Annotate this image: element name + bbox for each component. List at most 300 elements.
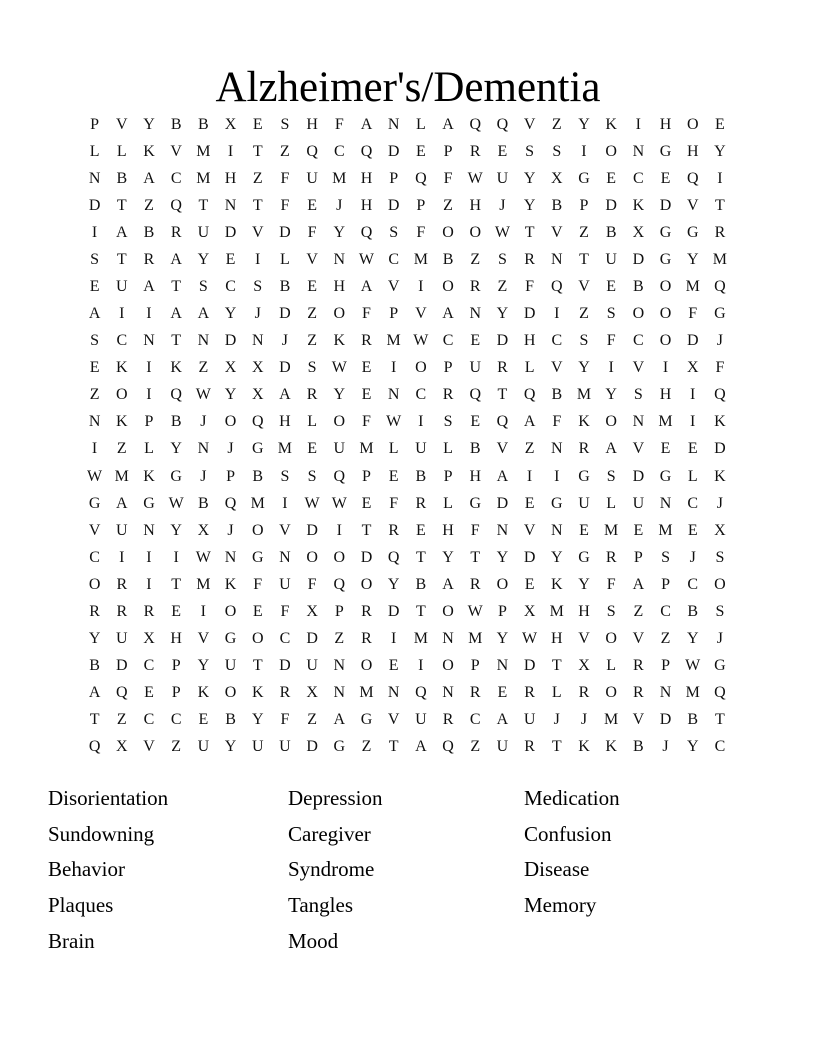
grid-letter[interactable]: S <box>497 250 507 268</box>
grid-letter[interactable]: K <box>251 684 264 702</box>
grid-letter[interactable]: A <box>143 169 155 187</box>
grid-letter[interactable]: G <box>659 250 672 268</box>
grid-letter[interactable]: M <box>604 521 619 539</box>
grid-letter[interactable]: I <box>146 548 152 566</box>
grid-letter[interactable]: N <box>197 332 210 350</box>
grid-letter[interactable]: P <box>144 413 154 431</box>
grid-letter[interactable]: N <box>551 521 563 539</box>
grid-letter[interactable]: P <box>226 467 235 485</box>
grid-letter[interactable]: T <box>252 196 263 214</box>
grid-letter[interactable]: H <box>224 169 237 187</box>
grid-letter[interactable]: C <box>551 332 563 350</box>
grid-letter[interactable]: B <box>687 711 699 729</box>
grid-letter[interactable]: E <box>307 196 317 214</box>
grid-letter[interactable]: B <box>198 115 209 133</box>
grid-letter[interactable]: O <box>442 278 454 295</box>
grid-letter[interactable]: N <box>143 521 155 539</box>
grid-letter[interactable]: T <box>497 386 508 404</box>
grid-letter[interactable]: H <box>360 196 373 214</box>
grid-letter[interactable]: O <box>224 684 237 702</box>
grid-letter[interactable]: E <box>687 521 698 539</box>
grid-letter[interactable]: N <box>632 413 645 431</box>
grid-letter[interactable]: Z <box>144 196 154 214</box>
grid-letter[interactable]: L <box>606 494 617 512</box>
grid-letter[interactable]: X <box>224 359 237 377</box>
grid-letter[interactable]: Q <box>170 196 182 214</box>
grid-letter[interactable]: E <box>307 440 317 458</box>
grid-letter[interactable]: F <box>470 521 480 539</box>
grid-letter[interactable]: P <box>661 575 670 593</box>
grid-letter[interactable]: D <box>88 196 101 214</box>
grid-letter[interactable]: I <box>336 521 342 539</box>
grid-letter[interactable]: T <box>551 657 562 675</box>
grid-letter[interactable]: O <box>224 413 237 431</box>
grid-letter[interactable]: O <box>251 630 264 648</box>
grid-letter[interactable]: Y <box>224 386 237 404</box>
grid-letter[interactable]: Q <box>333 467 346 485</box>
grid-letter[interactable]: R <box>578 684 590 702</box>
grid-letter[interactable]: D <box>387 196 400 214</box>
grid-letter[interactable]: I <box>173 548 179 566</box>
grid-letter[interactable]: F <box>307 575 317 593</box>
grid-letter[interactable]: A <box>170 305 182 323</box>
grid-letter[interactable]: Z <box>307 711 317 729</box>
grid-letter[interactable]: R <box>497 359 508 377</box>
grid-letter[interactable]: B <box>415 467 427 485</box>
grid-letter[interactable]: V <box>578 278 590 295</box>
grid-letter[interactable]: Z <box>116 440 127 458</box>
grid-letter[interactable]: R <box>524 250 535 268</box>
grid-letter[interactable]: W <box>195 548 211 566</box>
grid-letter[interactable]: C <box>279 630 291 648</box>
grid-letter[interactable]: O <box>632 305 645 323</box>
grid-letter[interactable]: P <box>633 548 643 566</box>
grid-letter[interactable]: K <box>143 467 155 485</box>
grid-letter[interactable]: Q <box>496 413 509 431</box>
grid-letter[interactable]: E <box>361 494 372 512</box>
grid-letter[interactable]: F <box>362 305 371 323</box>
grid-letter[interactable]: P <box>362 467 371 485</box>
grid-letter[interactable]: K <box>578 738 590 756</box>
grid-letter[interactable]: N <box>442 684 454 702</box>
grid-letter[interactable]: A <box>333 711 346 729</box>
grid-letter[interactable]: U <box>116 521 128 539</box>
grid-letter[interactable]: G <box>251 440 264 458</box>
grid-letter[interactable]: K <box>714 413 726 431</box>
grid-letter[interactable]: G <box>333 738 346 756</box>
grid-letter[interactable]: O <box>659 332 672 350</box>
grid-letter[interactable]: I <box>255 250 261 268</box>
grid-letter[interactable]: S <box>253 278 263 295</box>
grid-letter[interactable]: O <box>415 359 427 377</box>
grid-letter[interactable]: R <box>388 521 399 539</box>
grid-letter[interactable]: T <box>524 223 535 241</box>
grid-letter[interactable]: B <box>170 115 182 133</box>
grid-letter[interactable]: D <box>306 630 318 648</box>
grid-letter[interactable]: B <box>551 386 563 404</box>
grid-letter[interactable]: Y <box>224 305 237 323</box>
grid-letter[interactable]: Y <box>714 142 726 160</box>
grid-letter[interactable]: P <box>171 657 181 675</box>
grid-letter[interactable]: M <box>604 711 619 729</box>
grid-letter[interactable]: N <box>333 657 346 675</box>
grid-letter[interactable]: J <box>662 738 669 756</box>
grid-letter[interactable]: J <box>553 711 560 729</box>
grid-letter[interactable]: J <box>580 711 588 729</box>
grid-letter[interactable]: X <box>143 630 155 648</box>
grid-letter[interactable]: R <box>116 602 128 620</box>
grid-letter[interactable]: G <box>578 169 590 187</box>
grid-letter[interactable]: E <box>470 413 481 431</box>
grid-letter[interactable]: U <box>415 440 427 458</box>
grid-letter[interactable]: M <box>413 250 428 268</box>
grid-letter[interactable]: E <box>470 332 481 350</box>
grid-letter[interactable]: V <box>578 630 590 648</box>
grid-letter[interactable]: O <box>442 602 454 620</box>
grid-letter[interactable]: K <box>714 467 726 485</box>
grid-letter[interactable]: I <box>635 115 641 133</box>
grid-letter[interactable]: E <box>361 359 372 377</box>
grid-letter[interactable]: I <box>526 467 533 485</box>
grid-letter[interactable]: F <box>280 602 290 620</box>
grid-letter[interactable]: P <box>90 115 100 133</box>
grid-letter[interactable]: J <box>200 467 207 485</box>
grid-letter[interactable]: K <box>551 575 563 593</box>
grid-letter[interactable]: S <box>606 305 616 323</box>
grid-letter[interactable]: Z <box>470 738 481 756</box>
grid-letter[interactable]: E <box>144 684 154 702</box>
grid-letter[interactable]: J <box>227 440 234 458</box>
grid-letter[interactable]: U <box>224 657 237 675</box>
grid-letter[interactable]: Y <box>523 196 536 214</box>
grid-letter[interactable]: V <box>170 142 182 160</box>
grid-letter[interactable]: N <box>197 440 210 458</box>
grid-letter[interactable]: I <box>581 142 587 160</box>
grid-letter[interactable]: F <box>280 196 290 214</box>
grid-letter[interactable]: R <box>605 548 617 566</box>
grid-letter[interactable]: Z <box>171 738 182 756</box>
grid-letter[interactable]: R <box>279 684 291 702</box>
grid-letter[interactable]: M <box>712 250 728 268</box>
grid-letter[interactable]: Q <box>360 223 373 241</box>
grid-letter[interactable]: S <box>661 548 670 566</box>
grid-letter[interactable]: E <box>497 684 508 702</box>
grid-letter[interactable]: G <box>469 494 481 512</box>
grid-letter[interactable]: S <box>307 467 317 485</box>
grid-letter[interactable]: Y <box>442 548 454 566</box>
grid-letter[interactable]: Q <box>523 386 536 404</box>
grid-letter[interactable]: H <box>469 467 481 485</box>
grid-letter[interactable]: Q <box>333 575 346 593</box>
grid-letter[interactable]: A <box>442 575 454 593</box>
grid-letter[interactable]: A <box>523 413 536 431</box>
grid-letter[interactable]: G <box>88 494 101 512</box>
grid-letter[interactable]: Y <box>143 115 155 133</box>
grid-letter[interactable]: M <box>413 630 428 648</box>
grid-letter[interactable]: N <box>442 630 454 648</box>
grid-letter[interactable]: C <box>687 494 699 512</box>
grid-letter[interactable]: U <box>496 738 509 756</box>
grid-letter[interactable]: O <box>605 142 617 160</box>
grid-letter[interactable]: G <box>659 142 672 160</box>
grid-letter[interactable]: J <box>336 196 343 214</box>
grid-letter[interactable]: I <box>200 602 206 620</box>
grid-letter[interactable]: A <box>170 250 182 268</box>
grid-letter[interactable]: K <box>578 413 590 431</box>
grid-letter[interactable]: I <box>418 657 424 675</box>
grid-letter[interactable]: W <box>386 413 402 431</box>
grid-letter[interactable]: A <box>632 575 645 593</box>
grid-letter[interactable]: Y <box>387 575 400 593</box>
grid-letter[interactable]: U <box>116 630 128 648</box>
grid-letter[interactable]: Q <box>714 278 726 295</box>
grid-letter[interactable]: Y <box>523 169 536 187</box>
grid-letter[interactable]: B <box>687 602 699 620</box>
grid-letter[interactable]: B <box>89 657 100 675</box>
grid-letter[interactable]: D <box>686 332 699 350</box>
grid-letter[interactable]: F <box>606 332 616 350</box>
grid-letter[interactable]: D <box>632 467 645 485</box>
grid-letter[interactable]: S <box>198 278 208 295</box>
grid-letter[interactable]: N <box>279 548 291 566</box>
grid-letter[interactable]: I <box>554 467 560 485</box>
grid-letter[interactable]: L <box>524 359 535 377</box>
grid-letter[interactable]: N <box>659 494 672 512</box>
grid-letter[interactable]: Q <box>224 494 237 512</box>
grid-letter[interactable]: N <box>88 413 101 431</box>
grid-letter[interactable]: N <box>387 115 400 133</box>
grid-letter[interactable]: O <box>605 630 617 648</box>
grid-letter[interactable]: F <box>253 575 263 593</box>
grid-letter[interactable]: S <box>280 115 290 133</box>
grid-letter[interactable]: G <box>360 711 373 729</box>
grid-letter[interactable]: V <box>387 278 400 295</box>
grid-letter[interactable]: X <box>551 169 563 187</box>
grid-letter[interactable]: T <box>116 250 127 268</box>
grid-letter[interactable]: K <box>170 359 182 377</box>
grid-letter[interactable]: X <box>224 115 237 133</box>
grid-letter[interactable]: S <box>552 142 562 160</box>
grid-letter[interactable]: Y <box>224 738 237 756</box>
grid-letter[interactable]: O <box>333 548 346 566</box>
grid-letter[interactable]: R <box>469 142 481 160</box>
grid-letter[interactable]: V <box>551 359 563 377</box>
grid-letter[interactable]: E <box>89 359 100 377</box>
grid-letter[interactable]: B <box>143 223 155 241</box>
grid-letter[interactable]: N <box>143 332 155 350</box>
grid-letter[interactable]: J <box>716 494 724 512</box>
grid-letter[interactable]: P <box>443 359 453 377</box>
grid-letter[interactable]: T <box>415 548 426 566</box>
grid-letter[interactable]: A <box>415 738 427 756</box>
grid-letter[interactable]: Z <box>252 169 263 187</box>
grid-letter[interactable]: I <box>418 413 424 431</box>
grid-letter[interactable]: N <box>551 440 563 458</box>
grid-letter[interactable]: E <box>307 278 317 295</box>
grid-letter[interactable]: L <box>144 440 154 458</box>
grid-letter[interactable]: A <box>88 684 101 702</box>
grid-letter[interactable]: T <box>715 711 725 729</box>
grid-letter[interactable]: L <box>443 440 453 458</box>
grid-letter[interactable]: A <box>88 305 101 323</box>
grid-letter[interactable]: U <box>306 169 318 187</box>
grid-letter[interactable]: Y <box>333 223 346 241</box>
grid-letter[interactable]: D <box>605 196 617 214</box>
grid-letter[interactable]: W <box>467 602 483 620</box>
grid-letter[interactable]: E <box>388 467 399 485</box>
grid-letter[interactable]: O <box>333 305 346 323</box>
grid-letter[interactable]: H <box>333 278 346 295</box>
grid-letter[interactable]: I <box>146 386 152 404</box>
grid-letter[interactable]: L <box>443 494 453 512</box>
grid-letter[interactable]: T <box>551 738 562 756</box>
grid-letter[interactable]: T <box>252 142 263 160</box>
grid-letter[interactable]: I <box>119 548 125 566</box>
grid-letter[interactable]: C <box>143 657 155 675</box>
grid-letter[interactable]: A <box>116 223 128 241</box>
grid-letter[interactable]: C <box>415 386 427 404</box>
grid-letter[interactable]: E <box>497 142 508 160</box>
grid-letter[interactable]: Z <box>470 250 481 268</box>
grid-letter[interactable]: H <box>170 630 182 648</box>
grid-letter[interactable]: Y <box>88 630 101 648</box>
grid-letter[interactable]: R <box>633 684 644 702</box>
grid-letter[interactable]: D <box>116 657 128 675</box>
grid-letter[interactable]: Q <box>469 386 481 404</box>
grid-letter[interactable]: Q <box>442 738 454 756</box>
grid-letter[interactable]: A <box>143 278 155 295</box>
grid-letter[interactable]: I <box>390 630 397 648</box>
grid-letter[interactable]: Z <box>361 738 372 756</box>
grid-letter[interactable]: P <box>389 169 399 187</box>
grid-letter[interactable]: F <box>280 169 290 187</box>
grid-letter[interactable]: D <box>714 440 726 458</box>
grid-letter[interactable]: F <box>525 278 535 295</box>
grid-letter[interactable]: W <box>358 250 375 268</box>
grid-letter[interactable]: Q <box>116 684 128 702</box>
grid-letter[interactable]: M <box>359 440 374 458</box>
grid-letter[interactable]: R <box>170 223 182 241</box>
grid-letter[interactable]: O <box>333 413 346 431</box>
grid-letter[interactable]: E <box>633 521 644 539</box>
grid-letter[interactable]: N <box>224 548 237 566</box>
grid-letter[interactable]: R <box>361 630 372 648</box>
grid-letter[interactable]: R <box>469 575 481 593</box>
grid-letter[interactable]: T <box>171 278 182 295</box>
grid-letter[interactable]: D <box>387 142 400 160</box>
grid-letter[interactable]: V <box>523 115 536 133</box>
grid-letter[interactable]: U <box>605 250 617 268</box>
grid-letter[interactable]: R <box>469 278 481 295</box>
grid-letter[interactable]: Z <box>551 115 562 133</box>
grid-letter[interactable]: U <box>279 738 291 756</box>
grid-letter[interactable]: R <box>524 684 535 702</box>
grid-letter[interactable]: T <box>171 332 182 350</box>
grid-letter[interactable]: G <box>578 548 590 566</box>
grid-letter[interactable]: E <box>579 521 589 539</box>
grid-letter[interactable]: A <box>442 115 454 133</box>
grid-letter[interactable]: A <box>496 711 509 729</box>
grid-letter[interactable]: C <box>143 711 155 729</box>
grid-letter[interactable]: X <box>116 738 128 756</box>
grid-letter[interactable]: T <box>715 196 725 214</box>
grid-letter[interactable]: Y <box>578 575 590 593</box>
grid-letter[interactable]: V <box>306 250 318 268</box>
grid-letter[interactable]: V <box>632 440 645 458</box>
grid-letter[interactable]: I <box>717 169 723 187</box>
grid-letter[interactable]: D <box>387 602 400 620</box>
grid-letter[interactable]: J <box>281 332 289 350</box>
grid-letter[interactable]: R <box>361 332 372 350</box>
grid-letter[interactable]: L <box>116 142 127 160</box>
grid-letter[interactable]: Z <box>334 630 345 648</box>
grid-letter[interactable]: Q <box>496 115 509 133</box>
grid-letter[interactable]: Z <box>307 305 317 323</box>
grid-letter[interactable]: H <box>686 142 699 160</box>
grid-letter[interactable]: W <box>467 169 483 187</box>
grid-letter[interactable]: I <box>418 278 424 295</box>
grid-letter[interactable]: Q <box>387 548 400 566</box>
grid-letter[interactable]: X <box>197 521 210 539</box>
grid-letter[interactable]: R <box>442 386 454 404</box>
grid-letter[interactable]: D <box>224 223 237 241</box>
grid-letter[interactable]: Q <box>714 684 726 702</box>
grid-letter[interactable]: M <box>196 575 211 593</box>
grid-letter[interactable]: E <box>415 142 426 160</box>
grid-letter[interactable]: B <box>551 196 563 214</box>
grid-letter[interactable]: D <box>659 711 672 729</box>
grid-letter[interactable]: Y <box>197 657 210 675</box>
grid-letter[interactable]: U <box>496 169 509 187</box>
grid-letter[interactable]: M <box>685 684 700 702</box>
grid-letter[interactable]: E <box>715 115 725 133</box>
grid-letter[interactable]: W <box>331 359 347 377</box>
grid-letter[interactable]: N <box>88 169 101 187</box>
grid-letter[interactable]: K <box>632 196 645 214</box>
grid-letter[interactable]: O <box>360 657 373 675</box>
grid-letter[interactable]: E <box>198 711 209 729</box>
grid-letter[interactable]: C <box>687 575 699 593</box>
grid-letter[interactable]: D <box>279 305 291 323</box>
grid-letter[interactable]: N <box>659 684 672 702</box>
grid-letter[interactable]: J <box>716 630 724 648</box>
grid-letter[interactable]: U <box>197 738 210 756</box>
grid-letter[interactable]: W <box>87 467 103 485</box>
grid-letter[interactable]: U <box>197 223 210 241</box>
grid-letter[interactable]: R <box>469 684 481 702</box>
grid-letter[interactable]: R <box>143 250 155 268</box>
grid-letter[interactable]: M <box>576 386 592 404</box>
grid-letter[interactable]: F <box>389 494 399 512</box>
grid-letter[interactable]: F <box>362 413 371 431</box>
grid-letter[interactable]: A <box>496 467 509 485</box>
grid-letter[interactable]: B <box>469 440 481 458</box>
grid-letter[interactable]: E <box>225 250 236 268</box>
grid-letter[interactable]: Z <box>633 602 644 620</box>
grid-letter[interactable]: O <box>360 575 373 593</box>
grid-letter[interactable]: G <box>714 305 726 323</box>
grid-letter[interactable]: N <box>496 521 509 539</box>
grid-letter[interactable]: T <box>470 548 481 566</box>
grid-letter[interactable]: P <box>579 196 589 214</box>
grid-letter[interactable]: X <box>251 359 264 377</box>
grid-letter[interactable]: D <box>523 657 536 675</box>
grid-letter[interactable]: L <box>280 250 290 268</box>
grid-letter[interactable]: Z <box>497 278 508 295</box>
grid-letter[interactable]: A <box>360 115 373 133</box>
grid-letter[interactable]: H <box>469 196 481 214</box>
grid-letter[interactable]: Y <box>496 630 509 648</box>
